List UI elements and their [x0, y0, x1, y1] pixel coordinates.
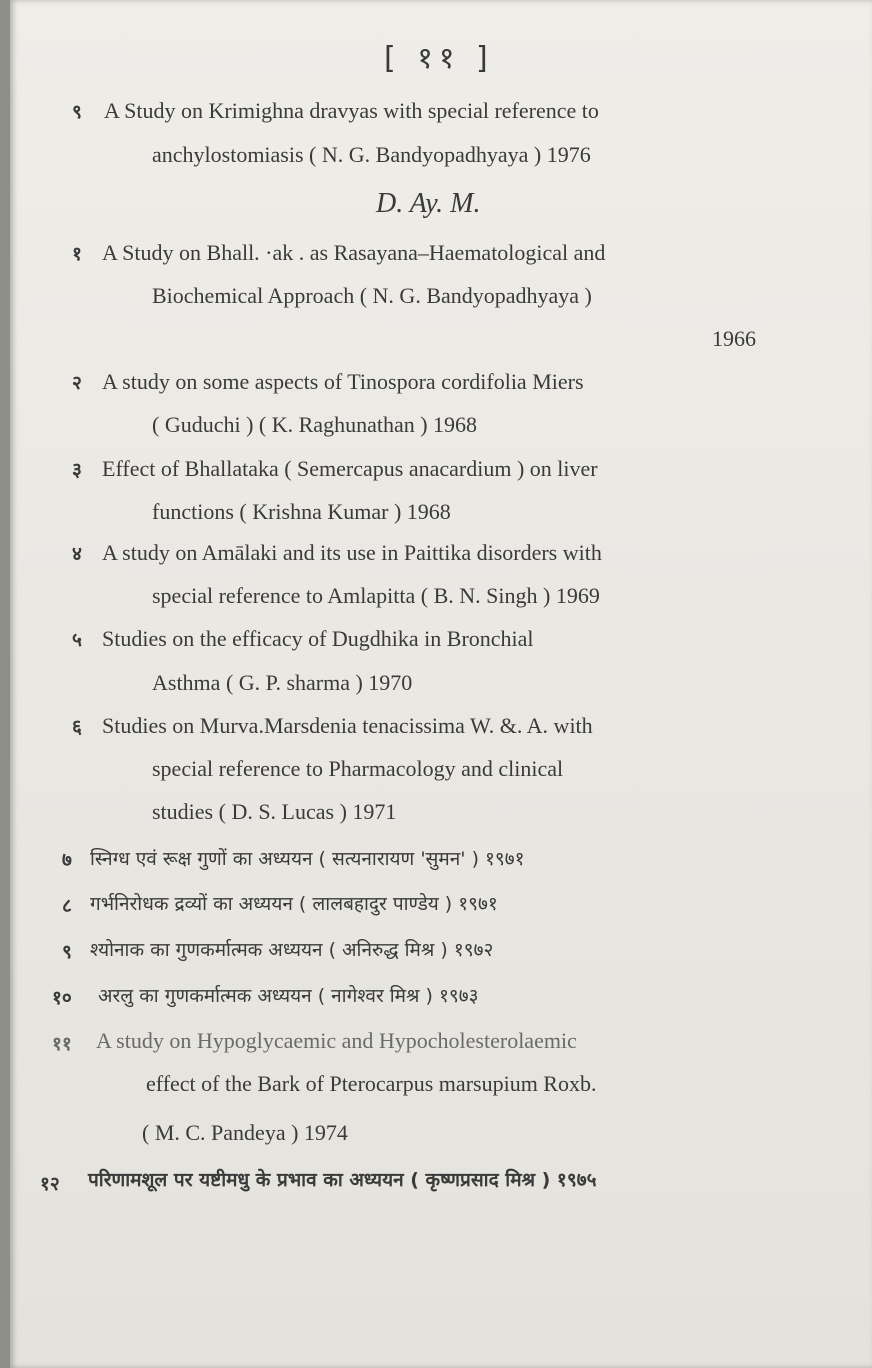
book-page	[10, 0, 872, 1368]
entry-title-line: Biochemical Approach ( N. G. Bandyopadhyaya )	[152, 283, 592, 308]
entry-title-line: ( M. C. Pandeya ) 1974	[142, 1120, 348, 1145]
entry-title-line: A study on Hypoglycaemic and Hypocholesterolaemic	[96, 1028, 577, 1053]
entry-number: ३	[72, 459, 82, 481]
page-number-header: [ ११ ]	[384, 41, 494, 76]
entry-title-line: effect of the Bark of Pterocarpus marsupium Roxb.	[146, 1071, 597, 1096]
entry-number: ९	[72, 101, 82, 123]
entry-number: ८	[62, 895, 72, 917]
entry-number: २	[72, 372, 82, 394]
entry-title-line: A Study on Bhall. ·ak . as Rasayana–Haematological and	[102, 240, 606, 265]
entry-title-line: anchylostomiasis ( N. G. Bandyopadhyaya ) 1976	[152, 142, 591, 167]
entry-number: ९	[62, 941, 72, 963]
entry-number: ५	[72, 629, 82, 651]
entry-title-line: अरलु का गुणकर्मात्मक अध्ययन ( नागेश्वर मिश्र ) १९७३	[98, 985, 479, 1007]
entry-title-line: A study on some aspects of Tinospora cordifolia Miers	[102, 369, 584, 394]
entry-title-line: studies ( D. S. Lucas ) 1971	[152, 799, 397, 824]
entry-title-line: Effect of Bhallataka ( Semercapus anacardium ) on liver	[102, 456, 598, 481]
entry-number: ६	[72, 716, 82, 738]
entry-number: १२	[40, 1173, 60, 1195]
entry-number: १०	[52, 987, 72, 1009]
entry-title-line: गर्भनिरोधक द्रव्यों का अध्ययन ( लालबहादुर पाण्डेय ) १९७१	[90, 893, 498, 915]
entry-title-line: Asthma ( G. P. sharma ) 1970	[152, 670, 413, 695]
entry-title-line: ( Guduchi ) ( K. Raghunathan ) 1968	[152, 412, 478, 437]
entry-title-line: Studies on the efficacy of Dugdhika in Bronchial	[102, 626, 534, 651]
entry-number: ११	[52, 1033, 72, 1055]
section-title: D. Ay. M.	[376, 188, 481, 219]
entry-number: ४	[72, 543, 82, 565]
entry-number: ७	[62, 849, 72, 871]
entry-title-line: A study on Amālaki and its use in Paittika disorders with	[102, 540, 602, 565]
entry-title-line: special reference to Amlapitta ( B. N. Singh ) 1969	[152, 583, 600, 608]
entry-title-line: श्योनाक का गुणकर्मात्मक अध्ययन ( अनिरुद्ध मिश्र ) १९७२	[90, 939, 494, 961]
entry-number: १	[72, 243, 82, 265]
entry-year: 1966	[712, 326, 756, 351]
entry-title-line: A Study on Krimighna dravyas with special reference to	[104, 98, 599, 123]
entry-title-line: स्निग्ध एवं रूक्ष गुणों का अध्ययन ( सत्यनारायण 'सुमन' ) १९७१	[90, 848, 525, 870]
entry-title-line: परिणामशूल पर यष्टीमधु के प्रभाव का अध्ययन ( कृष्णप्रसाद मिश्र ) १९७५	[88, 1169, 597, 1191]
entry-title-line: Studies on Murva.Marsdenia tenacissima W. &. A. with	[102, 713, 593, 738]
entry-title-line: functions ( Krishna Kumar ) 1968	[152, 499, 451, 524]
entry-title-line: special reference to Pharmacology and clinical	[152, 756, 564, 781]
